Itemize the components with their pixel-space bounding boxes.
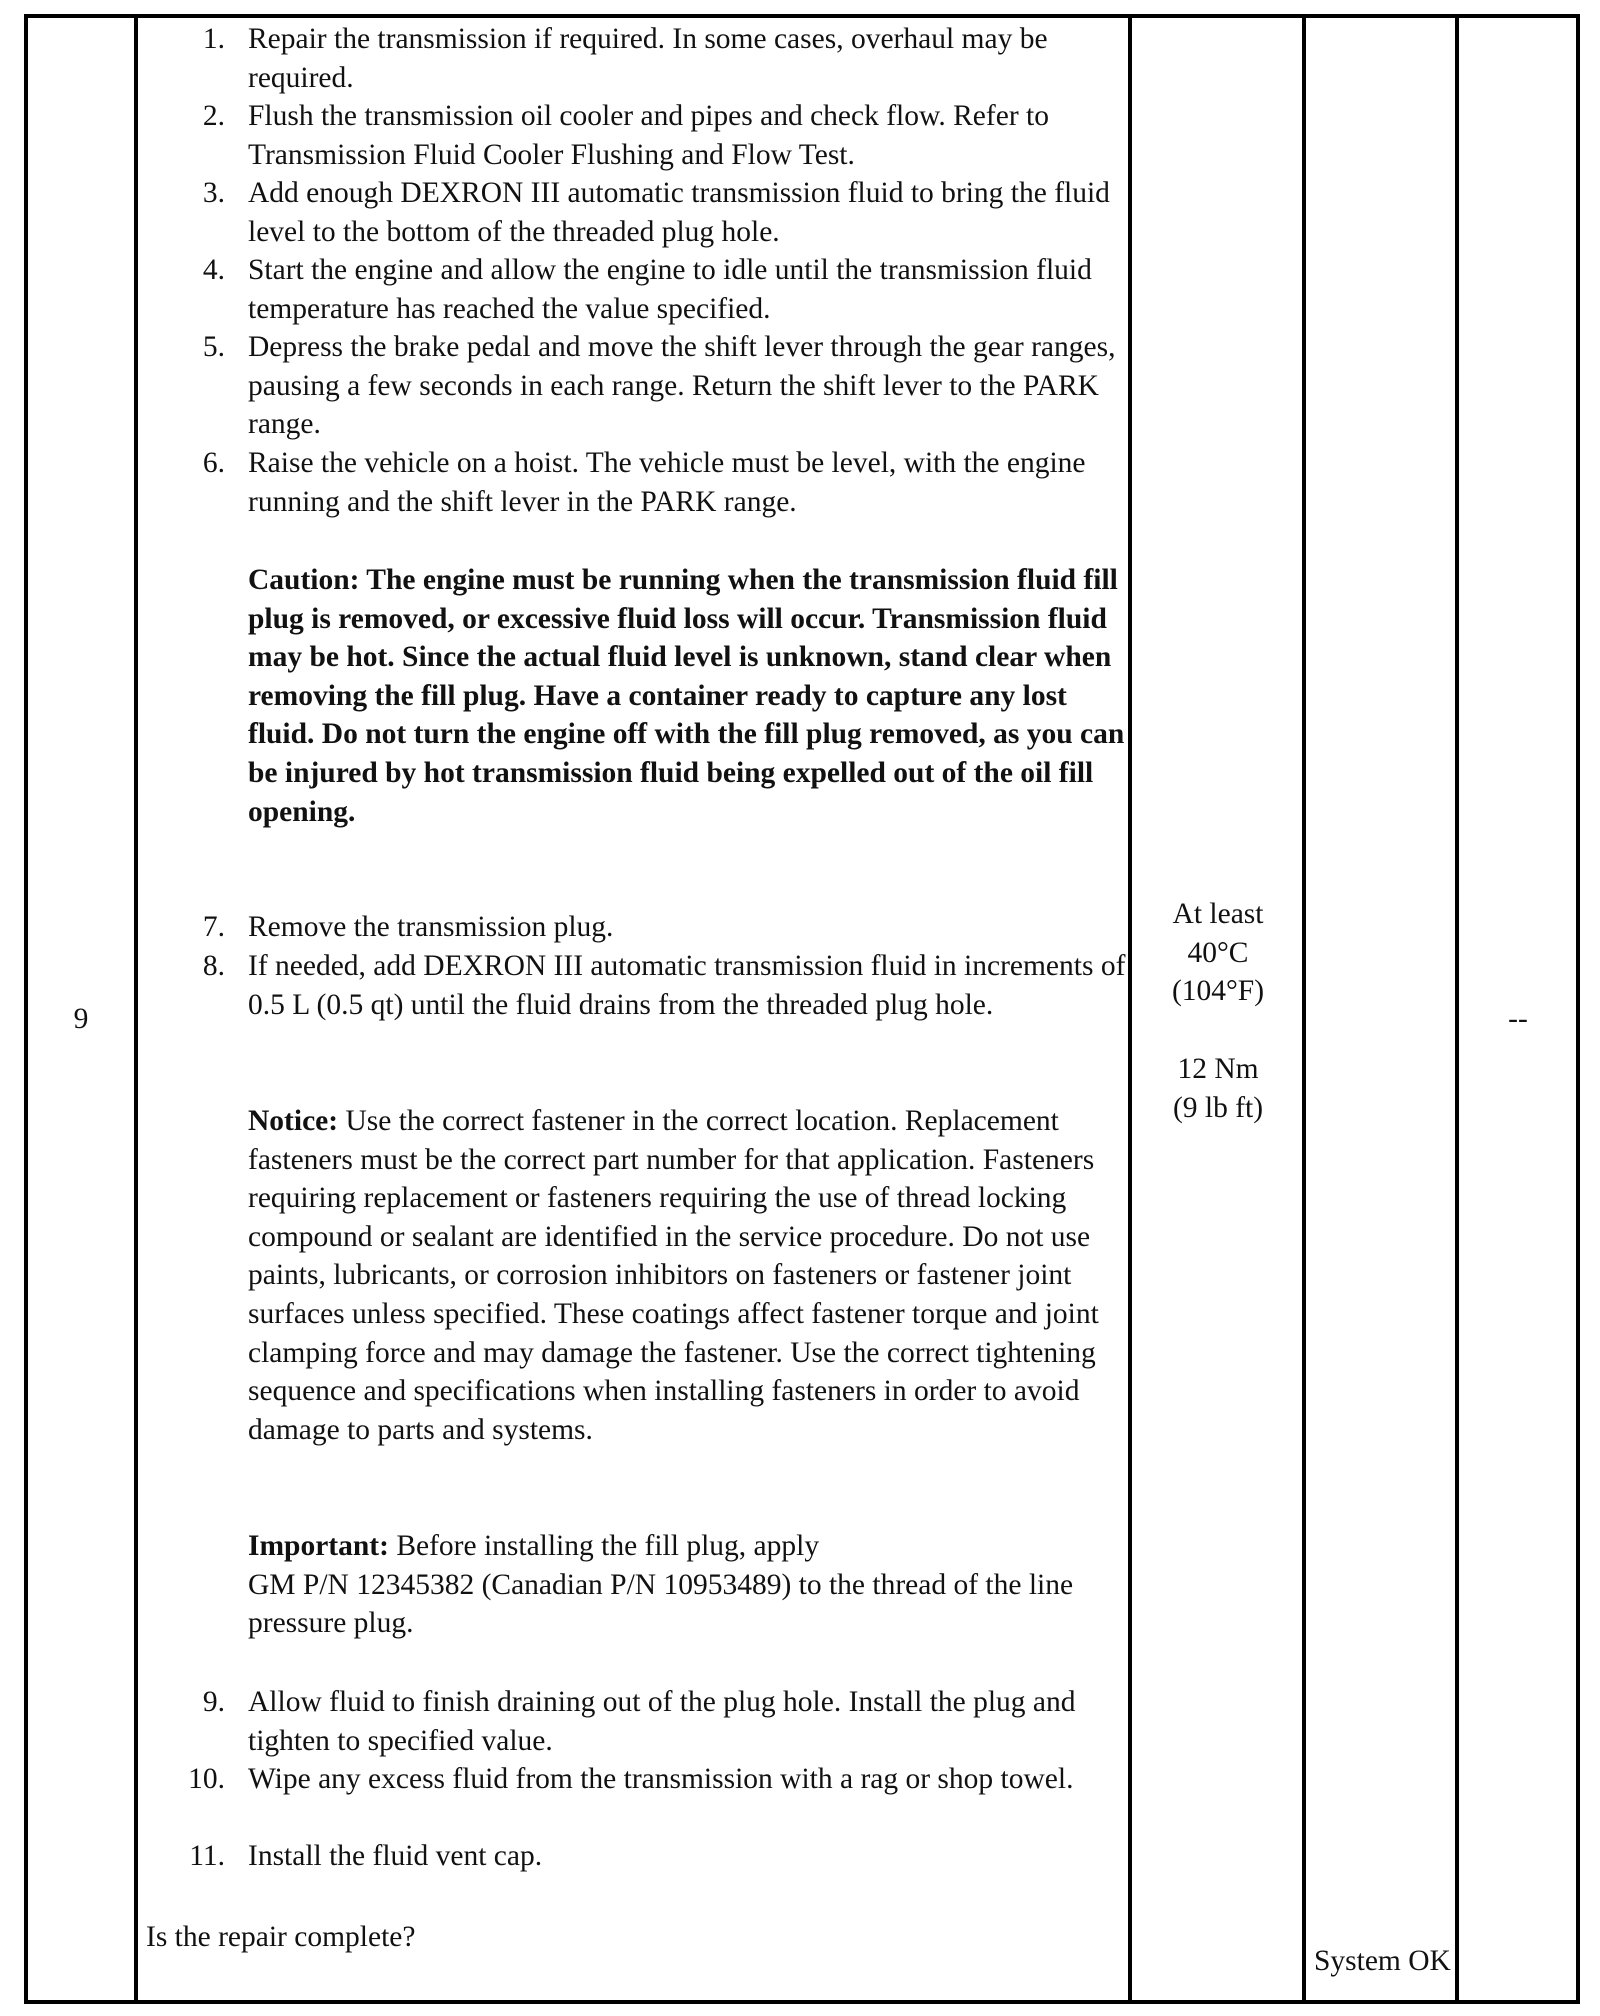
question-text: Is the repair complete? (146, 1921, 416, 1953)
step-number: 9 (73, 1003, 89, 1035)
notice-label: Notice: (248, 1105, 339, 1137)
yes-action: System OK (1314, 1945, 1451, 1977)
column-divider (1128, 14, 1132, 2004)
column-divider (1302, 14, 1306, 2004)
torque-value: 12 Nm (9 lb ft) (1172, 1053, 1264, 1124)
caution-text: Caution: The engine must be running when the transmission fluid fill plug is removed, or excessive fluid loss will occur. Transmission fluid may be hot. Since the actual fluid level is unknown, stand clear when removing the fill plug. Have a container ready to capture any lost fluid. Do not turn the engine off with the fill plug removed, as you can be injured by hot transmission fluid being expelled out of the oil fill opening. (248, 564, 1125, 828)
notice-text: Notice: Use the correct fastener in the correct location. Replacement fasteners must be the correct part number for that application. Fasteners requiring replacement or fasteners requiring the use of thread locking compound or sealant are identified in the service procedure. Do not use paints, lubricants, or corrosion inhibitors on fasteners or fastener joint surfaces unless specified. These coatings affect fastener torque and joint clamping force and may damage the fastener. Use the correct tightening sequence and specifications when installing fasteners in order to avoid damage to parts and systems. (248, 1105, 1099, 1446)
column-divider (1455, 14, 1459, 2004)
important-label: Important: (248, 1530, 389, 1562)
temperature-value: At least 40°C (104°F) (1171, 898, 1265, 1008)
no-action: -- (1508, 1003, 1528, 1035)
important-text: Important: Before installing the fill plug, apply GM P/N 12345382 (Canadian P/N 10953489) to the thread of the line pressure plug. (248, 1530, 1074, 1640)
